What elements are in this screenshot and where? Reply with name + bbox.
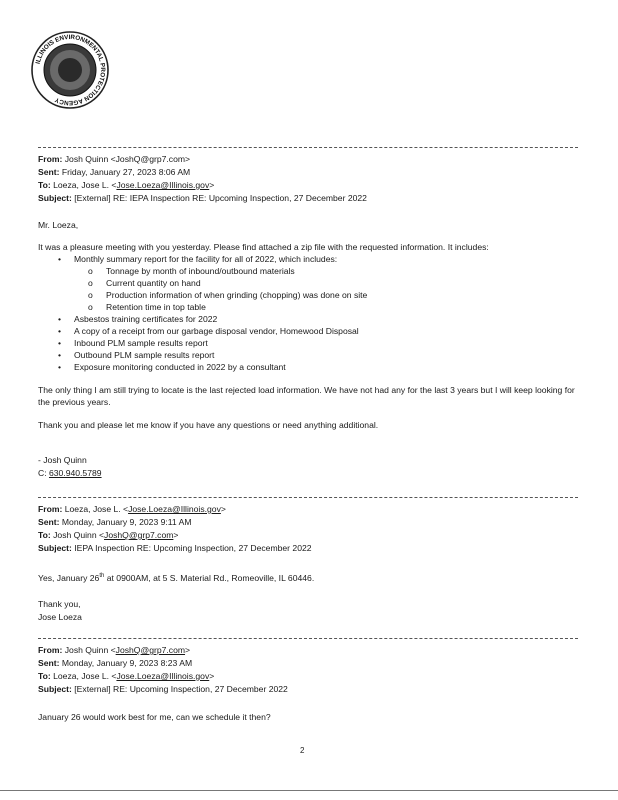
email3-from-link[interactable]: JoshQ@grp7.com: [115, 645, 186, 655]
email1-from-value: Josh Quinn <JoshQ@grp7.com>: [64, 154, 191, 164]
email1-subject-value: [External] RE: IEPA Inspection RE: Upcoming Inspection, 27 December 2022: [74, 193, 367, 203]
list-item: • Inbound PLM sample results report: [58, 338, 208, 348]
iepa-seal: [30, 30, 110, 110]
list-item: • Exposure monitoring conducted in 2022 by a consultant: [58, 362, 286, 372]
email1-to-link[interactable]: Jose.Loeza@Illinois.gov: [116, 180, 210, 190]
email3-to: To: Loeza, Jose L. <Jose.Loeza@Illinois.gov>: [38, 671, 215, 681]
email1-greeting: Mr. Loeza,: [38, 220, 79, 230]
email1-sent-value: Friday, January 27, 2023 8:06 AM: [61, 167, 191, 177]
seal-text: ILLINOIS ENVIRONMENTAL PROTECTION AGENCY: [34, 33, 107, 107]
email2-to-link[interactable]: JoshQ@grp7.com: [104, 530, 174, 540]
email3-to-link[interactable]: Jose.Loeza@Illinois.gov: [116, 671, 210, 681]
list-item: • A copy of a receipt from our garbage disposal vendor, Homewood Disposal: [58, 326, 359, 336]
email3-subject: Subject: [External] RE: Upcoming Inspection, 27 December 2022: [38, 684, 288, 694]
list-item: o Retention time in top table: [88, 302, 206, 312]
email1-paragraph-3: Thank you and please let me know if you have any questions or need anything additional.: [38, 420, 379, 430]
email1-from: From: Josh Quinn <JoshQ@grp7.com>: [38, 154, 191, 164]
email1-signature-name: - Josh Quinn: [38, 455, 87, 465]
email2-name: Jose Loeza: [38, 612, 82, 622]
separator: [38, 497, 578, 498]
email3-from: From: Josh Quinn <JoshQ@grp7.com>: [38, 645, 191, 655]
list-item: • Outbound PLM sample results report: [58, 350, 215, 360]
email2-sent: Sent: Monday, January 9, 2023 9:11 AM: [38, 517, 192, 527]
page-number: 2: [300, 746, 305, 755]
email2-thanks: Thank you,: [38, 599, 81, 609]
list-item: • Asbestos training certificates for 2022: [58, 314, 218, 324]
list-item: o Current quantity on hand: [88, 278, 201, 288]
email2-subject: Subject: IEPA Inspection RE: Upcoming Inspection, 27 December 2022: [38, 543, 312, 553]
separator: [38, 147, 578, 148]
email1-intro: It was a pleasure meeting with you yesterday. Please find attached a zip file with the requested information. It includes:: [38, 242, 489, 252]
list-item: o Tonnage by month of inbound/outbound materials: [88, 266, 295, 276]
separator: [38, 638, 578, 639]
phone-link[interactable]: 630.940.5789: [48, 468, 102, 478]
email2-from: From: Loeza, Jose L. <Jose.Loeza@Illinois.gov>: [38, 504, 226, 514]
email1-sent: Sent: Friday, January 27, 2023 8:06 AM: [38, 167, 191, 177]
email3-sent: Sent: Monday, January 9, 2023 8:23 AM: [38, 658, 193, 668]
email2-from-link[interactable]: Jose.Loeza@Illinois.gov: [128, 504, 221, 514]
page-footer-line: [0, 790, 618, 791]
email1-paragraph-2: The only thing I am still trying to locate is the last rejected load information. We have not had any for the last 3 years but I will keep looking for the previous years.: [38, 385, 575, 407]
list-item: o Production information of when grinding (chopping) was done on site: [88, 290, 368, 300]
email1-signature-phone: C: 630.940.5789: [38, 468, 102, 478]
email2-to: To: Josh Quinn <JoshQ@grp7.com>: [38, 530, 179, 540]
email1-subject: Subject: [External] RE: IEPA Inspection RE: Upcoming Inspection, 27 December 2022: [38, 193, 367, 203]
email3-body: January 26 would work best for me, can we schedule it then?: [38, 712, 271, 722]
list-item: • Monthly summary report for the facility for all of 2022, which includes:: [58, 254, 338, 264]
email2-body: Yes, January 26th at 0900AM, at 5 S. Material Rd., Romeoville, IL 60446.: [38, 572, 315, 583]
email1-to: To: Loeza, Jose L. <Jose.Loeza@Illinois.gov>: [38, 180, 215, 190]
